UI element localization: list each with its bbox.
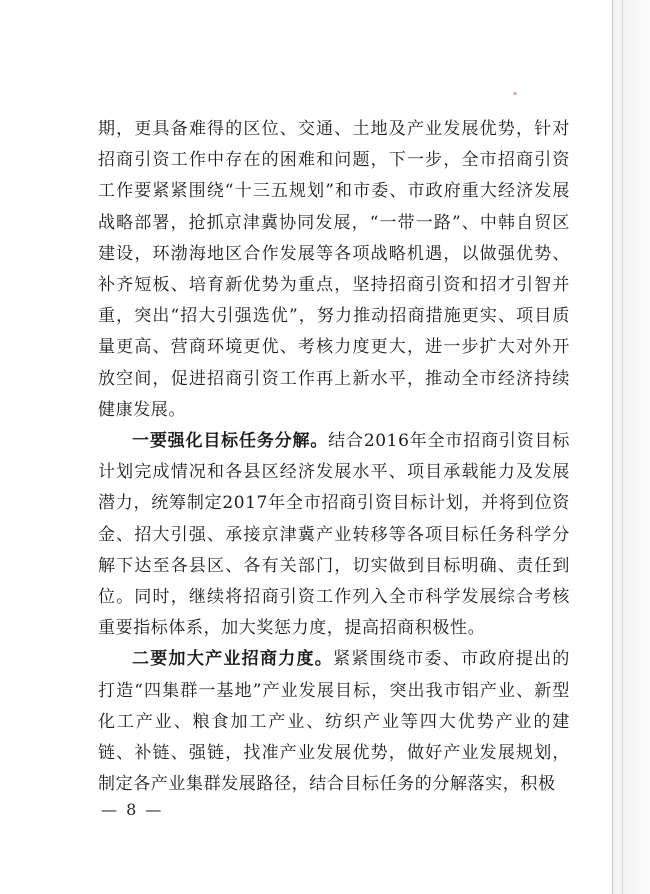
binding-edge [612, 0, 650, 894]
section-body-2: 紧紧围绕市委、市政府提出的打造“四集群一基地”产业发展目标，突出我市铝产业、新型化工产业、粮食加工产业、纺织产业等四大优势产业的建链、补链、强链，找准产业发展优势，做好产业发展规划，制定各产业集群发展路径，结合目标任务的分解落实，积极 [98, 649, 570, 795]
scan-speck [513, 92, 517, 95]
section-paragraph-1 [98, 426, 570, 644]
binding-edge-line [622, 0, 623, 894]
document-body [98, 114, 570, 800]
section-heading-1: 一要强化目标任务分解。 [132, 431, 329, 452]
paragraph-continuation: 期，更具备难得的区位、交通、土地及产业发展优势，针对招商引资工作中存在的困难和问题，下一步，全市招商引资工作要紧紧围绕“十三五规划”和市委、市政府重大经济发展战略部署，抢抓京津冀协同发展，“一带一路”、中韩自贸区建设，环渤海地区合作发展等各项战略机遇，以做强优势、补齐短板、培育新优势为重点，坚持招商引资和招才引智并重，突出“招大引强选优”，努力推动招商措施更实、项目质量更高、营商环境更优、考核力度更大，进一步扩大对外开放空间，促进招商引资工作再上新水平，推动全市经济持续健康发展。 [98, 119, 570, 420]
section-paragraph-2 [98, 644, 570, 800]
page-number: — 8 — [101, 800, 164, 819]
section-body-1: 结合2016年全市招商引资目标计划完成情况和各县区经济发展水平、项目承载能力及发展潜力，统筹制定2017年全市招商引资目标计划，并将到位资金、招大引强、承接京津冀产业转移等各项目标任务科学分解下达至各县区、各有关部门，切实做到目标明确、责任到位。同时，继续将招商引资工作列入全市科学发展综合考核重要指标体系，加大奖惩力度，提高招商积极性。 [98, 431, 570, 639]
section-heading-2: 二要加大产业招商力度。 [132, 649, 334, 670]
